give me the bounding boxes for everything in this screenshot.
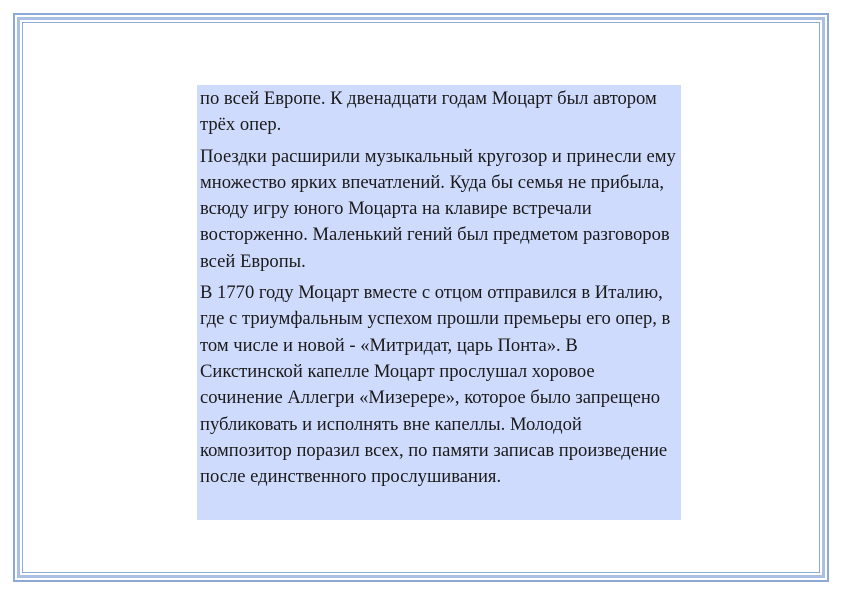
paragraph-2: Поездки расширили музыкальный кругозор и принесли ему множество ярких впечатлений. Куда бы семья не прибыла, всюду игру юного Моцарта на клавире встречали восторженно. Маленький гений был предметом разговоров всей Европы.	[200, 145, 676, 272]
paragraph-1: по всей Европе. К двенадцати годам Моцарт был автором трёх опер.	[200, 88, 657, 136]
paragraph-3: В 1770 году Моцарт вместе с отцом отправился в Италию, где с триумфальным успехом прошли премьеры его опер, в том числе и новой - «Митридат, царь Понта». В Сикстинской капелле Моцарт прослушал хоровое сочинение Аллегри «Мизерере», которое было запрещено публиковать и исполнять вне капеллы. Молодой композитор поразил всех, по памяти записав произведение после единственного прослушивания.	[200, 282, 671, 488]
text-block	[197, 85, 681, 520]
